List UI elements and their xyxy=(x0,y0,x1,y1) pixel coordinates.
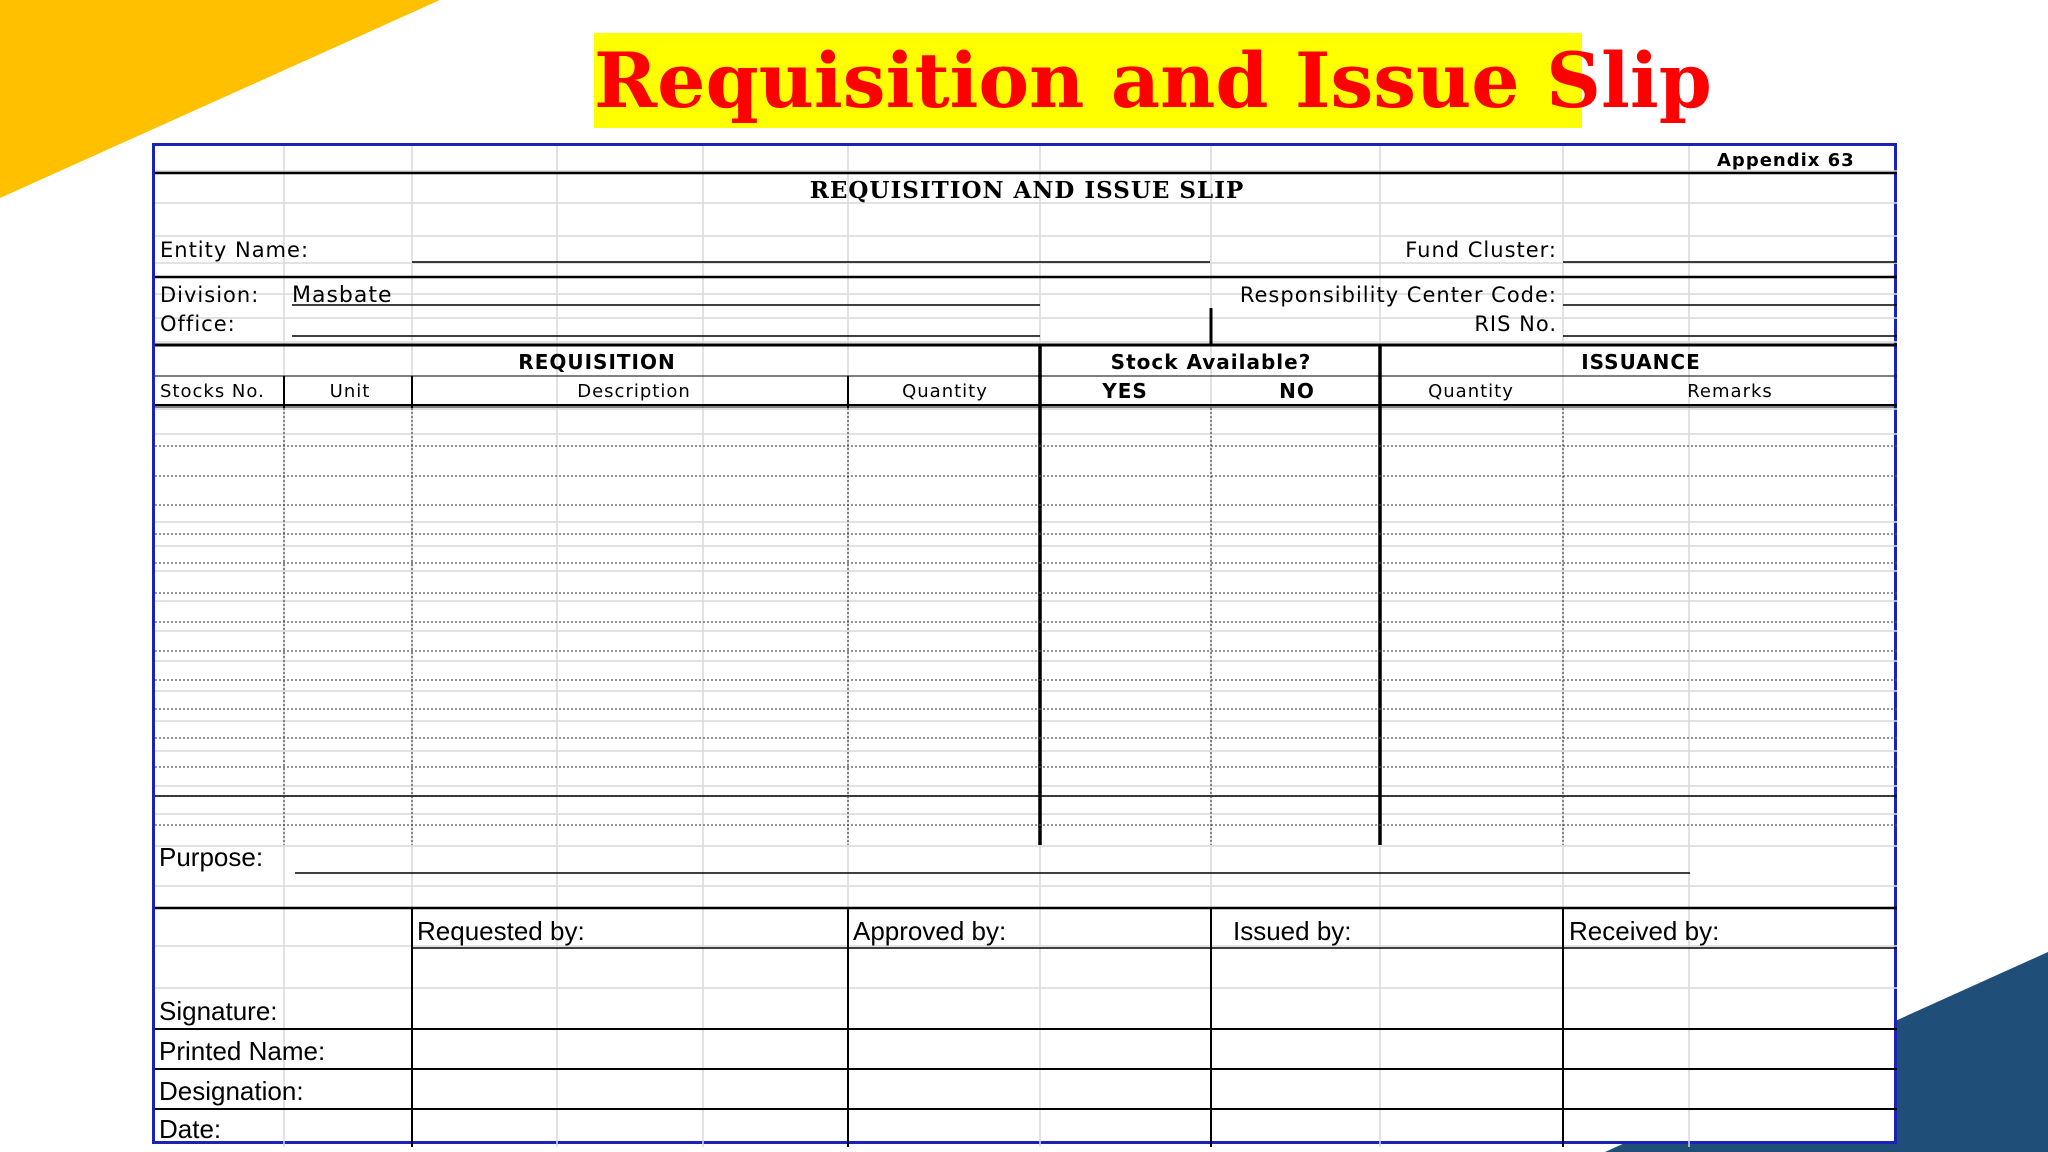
requisition-section-header: REQUISITION xyxy=(518,350,676,374)
fund-cluster-label: Fund Cluster: xyxy=(1405,238,1557,262)
received-by-label: Received by: xyxy=(1569,916,1720,946)
responsibility-center-label: Responsibility Center Code: xyxy=(1239,283,1557,307)
approved-by-label: Approved by: xyxy=(853,916,1007,946)
col-unit: Unit xyxy=(329,381,371,402)
slide-title: Requisition and Issue Slip xyxy=(594,33,1582,128)
col-quantity: Quantity xyxy=(902,381,988,402)
col-yes: YES xyxy=(1102,379,1148,403)
col-no: NO xyxy=(1279,379,1315,403)
issued-by-label: Issued by: xyxy=(1233,916,1352,946)
form-heading: REQUISITION AND ISSUE SLIP xyxy=(809,177,1245,204)
division-field[interactable]: Masbate xyxy=(292,283,393,308)
requested-by-label: Requested by: xyxy=(417,916,585,946)
stock-available-header: Stock Available? xyxy=(1110,350,1312,374)
issuance-section-header: ISSUANCE xyxy=(1581,350,1701,374)
col-remarks: Remarks xyxy=(1687,381,1773,402)
printed-name-row-label: Printed Name: xyxy=(159,1036,326,1066)
office-label: Office: xyxy=(160,312,236,336)
form-grid-lines xyxy=(155,146,1900,1147)
ris-form xyxy=(152,143,1897,1144)
col-issue-quantity: Quantity xyxy=(1428,381,1514,402)
designation-row-label: Designation: xyxy=(159,1076,304,1106)
ris-no-label: RIS No. xyxy=(1474,312,1557,336)
signature-row-label: Signature: xyxy=(159,996,278,1026)
entity-name-label: Entity Name: xyxy=(160,238,310,262)
date-row-label: Date: xyxy=(159,1114,222,1144)
purpose-label: Purpose: xyxy=(159,842,264,872)
division-label: Division: xyxy=(160,283,260,307)
col-stock-no: Stocks No. xyxy=(160,381,265,402)
appendix-label: Appendix 63 xyxy=(1717,150,1855,171)
col-description: Description xyxy=(577,381,691,402)
